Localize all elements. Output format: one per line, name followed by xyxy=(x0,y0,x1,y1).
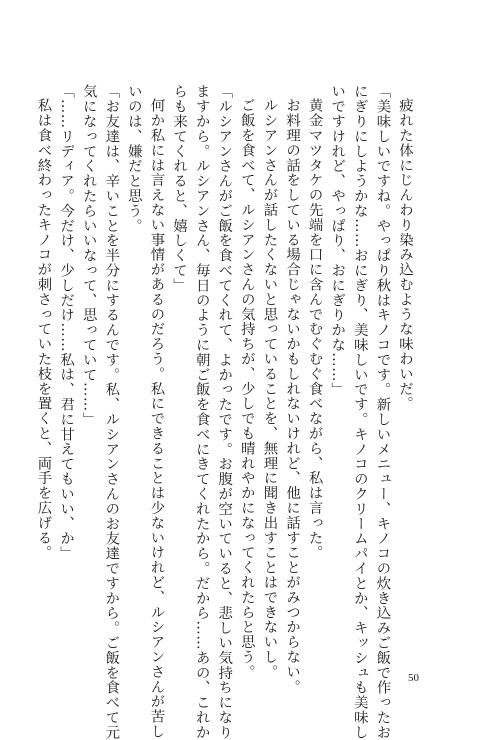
text-line: 私は食べ終わったキノコが刺さっていた枝を置くと、両手を広げる。 xyxy=(35,98,52,560)
text-line: ますから。ルシアンさん、毎日のように朝ご飯を食べにきてくれたから。だから……あの、これか xyxy=(193,84,210,740)
text-line: 「ルシアンさんがご飯を食べてくれて、よかったです。お腹が空いていると、悲しい気持ちになり xyxy=(216,84,233,740)
text-line: 「美味しいですね。やっぱり秋はキノコです。新しいメニュー、キノコの炊き込みご飯で作ったお xyxy=(374,84,391,740)
text-line: 黄金マツタケの先端を口に含んでむぐむぐ食べながら、私は言った。 xyxy=(306,98,323,560)
text-line: 「……リディア。今だけ、少しだけ……私は、君に甘えてもいい、か」 xyxy=(58,84,75,561)
text-line: ご飯を食べて、ルシアンさんの気持ちが、少しでも晴れやかになってくれたらと思う。 xyxy=(238,98,255,680)
text-line: 疲れた体にじんわり染み込むような味わいだ。 xyxy=(397,98,413,411)
text-line: らも来てくれると、嬉しくて」 xyxy=(171,84,188,293)
text-line: 「お友達は、辛いことを半分にするんです。私、ルシアンさんのお友達ですから。ご飯を食べて元 xyxy=(103,84,120,740)
page-number: 50 xyxy=(408,672,419,684)
text-line: 何か私には言えない事情があるのだろう。私にできることは少ないけれど、ルシアンさんが苦し xyxy=(148,98,165,739)
text-line: お料理の話をしている場合じゃないかもしれないけれど、他に話すことがみつからない。 xyxy=(284,98,301,694)
text-line: 気になってくれたらいいなって、思っていて……」 xyxy=(80,84,97,427)
vertical-text-body xyxy=(32,84,416,740)
text-line: いですけれど、やっぱり、おにぎりかな……」 xyxy=(329,84,346,397)
text-line: いのは、嫌だと思う。 xyxy=(125,84,142,233)
text-line: ルシアンさんが話したくないと思っていることを、無理に聞き出すことはできないし。 xyxy=(261,98,278,680)
text-line: にぎりにしようかな……おにぎり、美味しいです。キノコのクリームパイとか、キッシュも美味し xyxy=(351,84,368,740)
